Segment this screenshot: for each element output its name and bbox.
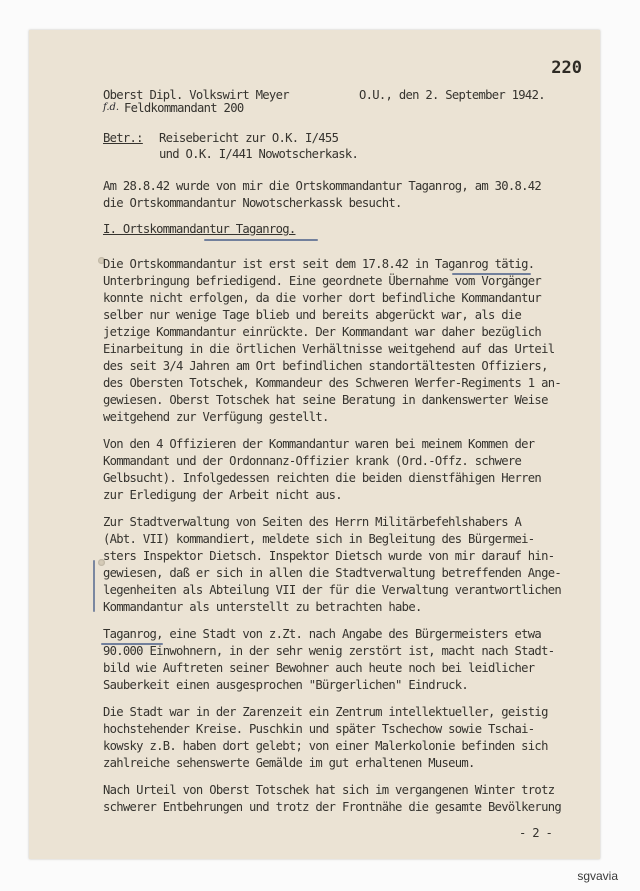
body-line: zahlreiche sehenswerte Gemälde im gut erhaltenen Museum.	[103, 756, 475, 770]
body-line: jetzige Kommandantur einrückte. Der Kommandant war daher bezüglich	[103, 325, 542, 339]
body-line: Die Stadt war in der Zarenzeit ein Zentrum intellektueller, geistig	[103, 705, 548, 719]
subject-line: und O.K. I/441 Nowotscherkask.	[159, 147, 359, 161]
body-line: Sauberkeit einen ausgesprochen "Bürgerlichen" Eindruck.	[103, 678, 469, 692]
subject-line: Reisebericht zur O.K. I/455	[159, 131, 339, 145]
body-line: selber nur wenige Tage blieb und bereits abgerückt war, als die	[103, 308, 522, 322]
body-line: konnte nicht erfolgen, da die vorher dort befindliche Kommandantur	[103, 291, 542, 305]
body-line: Von den 4 Offizieren der Kommandantur waren bei meinem Kommen der	[103, 437, 535, 451]
body-line: gewiesen. Oberst Totschek hat seine Beratung in dankenswerter Weise	[103, 393, 548, 407]
subject-label: Betr.:	[103, 131, 143, 145]
body-line: Taganrog, eine Stadt von z.Zt. nach Angabe des Bürgermeisters etwa	[103, 627, 542, 641]
body-line: gewiesen, daß er sich in allen die Stadtverwaltung betreffenden Ange-	[103, 566, 561, 580]
sender-title: Feldkommandant 200	[124, 101, 244, 115]
body-line: Die Ortskommandantur ist erst seit dem 17.8.42 in Taganrog tätig.	[103, 257, 535, 271]
body-line: bild wie Auftreten seiner Bewohner auch heute noch bei leidlicher	[103, 661, 535, 675]
body-line: Unterbringung befriedigend. Eine geordnete Übernahme vom Vorgänger	[103, 274, 542, 288]
pencil-margin-mark	[93, 560, 95, 612]
body-line: des seit 3/4 Jahren am Ort befindlichen standortältesten Offiziers,	[103, 359, 548, 373]
body-line: sters Inspektor Dietsch. Inspektor Dietsch wurde von mir darauf hin-	[103, 549, 555, 563]
body-line: des Obersten Totschek, Kommandeur des Schweren Werfer-Regiments 1 an-	[103, 376, 561, 390]
body-line: zur Erledigung der Arbeit nicht aus.	[103, 488, 342, 502]
body-line: kowsky z.B. haben dort gelebt; von einer Malerkolonie befinden sich	[103, 739, 548, 753]
archive-page-number: 220	[551, 58, 582, 78]
body-line: Nach Urteil von Oberst Totschek hat sich im vergangenen Winter trotz	[103, 783, 555, 797]
body-line: schwerer Entbehrungen und trotz der Frontnähe die gesamte Bevölkerung	[103, 800, 561, 814]
body-line: Kommandantur als unterstellt zu betrachten habe.	[103, 600, 422, 614]
body-line: hochstehender Kreise. Puschkin und später Tschechow sowie Tschai-	[103, 722, 535, 736]
handwritten-prefix: f.d.	[103, 102, 120, 113]
intro-line: Am 28.8.42 wurde von mir die Ortskommandantur Taganrog, am 30.8.42	[103, 179, 542, 193]
place-date: O.U., den 2. September 1942.	[359, 88, 545, 102]
watermark: sgvavia	[577, 869, 618, 883]
sender-line: Oberst Dipl. Volkswirt Meyer	[103, 88, 289, 102]
intro-line: die Ortskommandantur Nowotscherkassk besucht.	[103, 196, 402, 210]
body-line: Kommandant und der Ordonnanz-Offizier krank (Ord.-Offz. schwere	[103, 454, 522, 468]
section-heading: I. Ortskommandantur Taganrog.	[103, 222, 296, 236]
pencil-underline	[204, 239, 318, 241]
body-line: (Abt. VII) kommandiert, meldete sich in Begleitung des Bürgermei-	[103, 532, 535, 546]
body-line: weitgehend zur Verfügung gestellt.	[103, 410, 329, 424]
body-line: Einarbeitung in die örtlichen Verhältnisse weitgehend auf das Urteil	[103, 342, 555, 356]
footer-page-number: - 2 -	[519, 826, 553, 840]
body-line: Gelbsucht). Infolgedessen reichten die beiden dienstfähigen Herren	[103, 471, 542, 485]
body-line: Zur Stadtverwaltung von Seiten des Herrn Militärbefehlshabers A	[103, 515, 522, 529]
body-line: legenheiten als Abteilung VII der für die Verwaltung verantwortlichen	[103, 583, 561, 597]
document-page	[29, 30, 600, 859]
body-line: 90.000 Einwohnern, in der sehr wenig zerstört ist, macht nach Stadt-	[103, 644, 555, 658]
